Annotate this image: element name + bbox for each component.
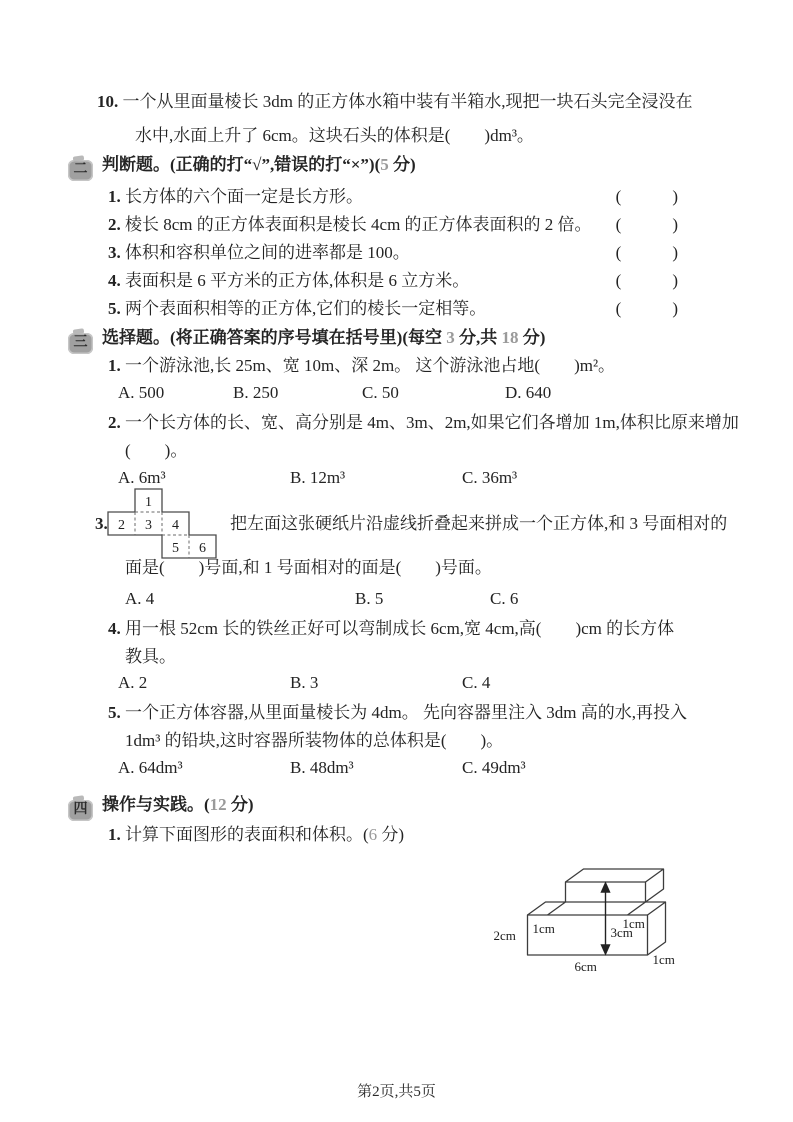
practice-item-1: 1. 计算下面图形的表面积和体积。(6 分) [108, 825, 405, 844]
choice-q3-number: 3. [95, 514, 108, 533]
question-text: 面是( )号面,和 1 号面相对的面是( )号面。 [125, 558, 492, 577]
choice-q5-options [0, 758, 793, 782]
option-b: B. 5 [355, 589, 384, 608]
question-text: 一个游泳池,长 25m、宽 10m、深 2m。 这个游泳池占地( )m²。 [125, 356, 616, 375]
section-badge-icon: 二 [68, 160, 93, 181]
judge-item-3 [108, 241, 678, 265]
option-a: A. 2 [118, 673, 148, 692]
label-left-ledge: 1cm [532, 921, 555, 936]
section-badge-icon: 三 [68, 333, 93, 354]
section-badge-icon: 四 [68, 800, 93, 821]
choice-q4-line-1: 4. 用一根 52cm 长的铁丝正好可以弯制成长 6cm,宽 4cm,高( )cm 的长方体 [108, 619, 675, 638]
section-title: 选择题。(将正确答案的序号填在括号里)(每空 3 分,共 18 分) [102, 328, 546, 347]
question-text: 用一根 52cm 长的铁丝正好可以弯制成长 6cm,宽 4cm,高( )cm 的长方体 [125, 619, 675, 638]
section-title: 判断题。(正确的打“√”,错误的打“×”)(5 分) [102, 155, 416, 174]
judge-text: 3. 体积和容积单位之间的进率都是 100。 [108, 243, 410, 262]
label-left-height: 2cm [493, 928, 516, 943]
page-indicator: 第2页,共5页 [357, 1084, 436, 1100]
option-b: B. 3 [290, 673, 319, 692]
option-a: A. 64dm³ [118, 758, 183, 777]
choice-q1-options [0, 383, 793, 407]
question-text: 一个长方体的长、宽、高分别是 4m、3m、2m,如果它们各增加 1m,体积比原来增加 [125, 413, 739, 432]
judge-text: 4. 表面积是 6 平方米的正方体,体积是 6 立方米。 [108, 271, 470, 290]
net-cell-1: 1 [145, 495, 152, 510]
section-title: 操作与实践。(12 分) [102, 795, 254, 814]
question-text: 计算下面图形的表面积和体积。(6 分) [125, 825, 405, 844]
option-c: C. 4 [462, 673, 491, 692]
option-b: B. 12m³ [290, 468, 346, 487]
section-choice-header [68, 326, 545, 354]
label-mid-height: 3cm [610, 925, 633, 940]
choice-q4-line-2 [125, 645, 176, 669]
choice-q2-line-2 [125, 439, 187, 463]
choice-q3-options [0, 589, 793, 613]
solid-figure [490, 840, 695, 980]
option-c: C. 36m³ [462, 468, 518, 487]
answer-parens: ( ) [615, 215, 678, 234]
option-b: B. 250 [233, 383, 279, 402]
section-practice-header [68, 793, 254, 821]
answer-parens: ( ) [615, 271, 678, 290]
label-bottom-width: 6cm [574, 959, 597, 974]
judge-text: 5. 两个表面积相等的正方体,它们的棱长一定相等。 [108, 299, 487, 318]
choice-q1-line: 1. 一个游泳池,长 25m、宽 10m、深 2m。 这个游泳池占地( )m²。 [108, 356, 616, 375]
judge-item-4 [108, 269, 678, 293]
choice-q5-line-1: 5. 一个正方体容器,从里面量棱长为 4dm。 先向容器里注入 3dm 高的水,再投入 [108, 703, 687, 722]
label-depth: 1cm [652, 952, 675, 967]
question-text: 1dm³ 的铅块,这时容器所装物体的总体积是( )。 [125, 731, 504, 750]
net-cell-4: 4 [172, 518, 179, 533]
net-cell-6: 6 [199, 541, 206, 556]
question-text: ( )。 [125, 441, 188, 460]
option-a: A. 500 [118, 383, 165, 402]
answer-parens: ( ) [615, 299, 678, 318]
option-c: C. 50 [362, 383, 399, 402]
answer-parens: ( ) [615, 187, 678, 206]
option-d: D. 640 [505, 383, 552, 402]
option-a: A. 4 [125, 589, 155, 608]
judge-item-5 [108, 297, 678, 321]
question-number: 10. [97, 92, 119, 111]
option-a: A. 6m³ [118, 468, 166, 487]
cube-net-figure [107, 488, 219, 561]
question-text: 教具。 [125, 647, 176, 666]
question-text: 一个从里面量棱长 3dm 的正方体水箱中装有半箱水,现把一块石头完全浸没在 [122, 92, 693, 111]
net-cell-3: 3 [145, 518, 152, 533]
option-c: C. 49dm³ [462, 758, 526, 777]
option-c: C. 6 [490, 589, 519, 608]
question-text: 一个正方体容器,从里面量棱长为 4dm。 先向容器里注入 3dm 高的水,再投入 [125, 703, 687, 722]
choice-q3-line-1 [230, 512, 727, 536]
label-right-ledge: 1cm [622, 916, 645, 931]
judge-text: 1. 长方体的六个面一定是长方形。 [108, 187, 363, 206]
question-text: 把左面这张硬纸片沿虚线折叠起来拼成一个正方体,和 3 号面相对的 [230, 514, 728, 533]
net-cell-5: 5 [172, 541, 179, 556]
judge-item-2 [108, 213, 678, 237]
judge-text: 2. 棱长 8cm 的正方体表面积是棱长 4cm 的正方体表面积的 2 倍。 [108, 215, 592, 234]
section-judge-header [68, 153, 416, 181]
choice-q3-line-2 [125, 556, 492, 580]
option-b: B. 48dm³ [290, 758, 354, 777]
judge-item-1 [108, 185, 678, 209]
net-cell-2: 2 [118, 518, 125, 533]
choice-q2-line-1: 2. 一个长方体的长、宽、高分别是 4m、3m、2m,如果它们各增加 1m,体积比原来增加 [108, 413, 739, 432]
choice-q4-options [0, 673, 793, 697]
question-10-line-1 [97, 90, 692, 114]
question-text: 水中,水面上升了 6cm。这块石头的体积是( )dm³。 [135, 126, 534, 145]
choice-q5-line-2 [125, 729, 503, 753]
question-10-line-2 [135, 124, 534, 148]
answer-parens: ( ) [615, 243, 678, 262]
